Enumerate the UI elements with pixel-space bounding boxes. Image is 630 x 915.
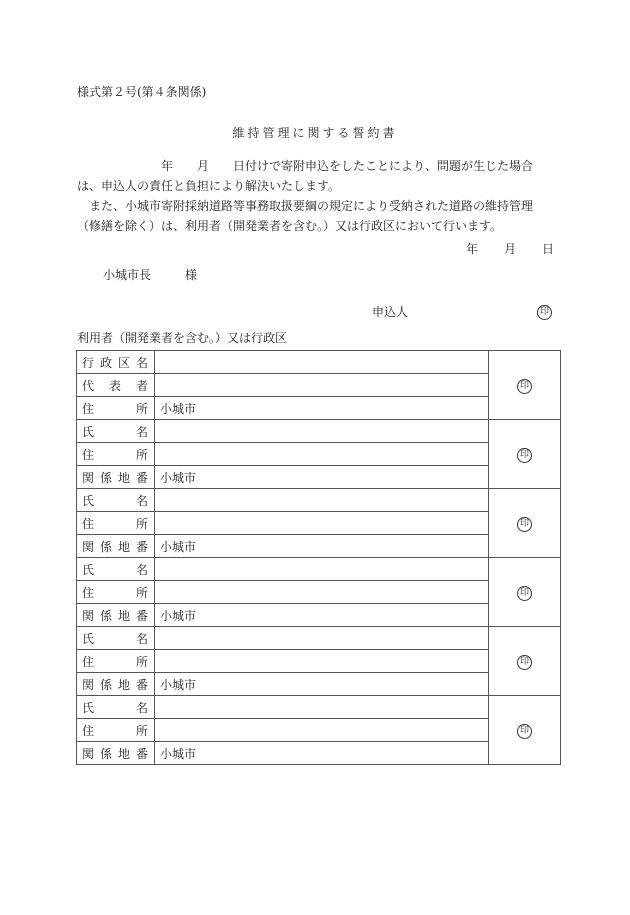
addressee <box>103 266 197 283</box>
row-value-field[interactable] <box>155 696 489 719</box>
row-label: 氏 名 <box>82 631 148 646</box>
row-label: 代 表 者 <box>82 378 148 393</box>
pledge-paragraph-2: また、小城市寄附採納道路等事務取扱要綱の規定により受納された道路の維持管理（修繕を除く）は、利用者（開発業者を含む。）又は行政区において行います。 <box>77 199 534 233</box>
row-label: 行 政 区 名 <box>82 355 148 370</box>
row-label-cell <box>77 558 155 581</box>
row-label-cell <box>77 696 155 719</box>
row-label-cell <box>77 397 155 420</box>
row-label: 関 係 地 番 <box>82 539 148 554</box>
row-label-cell <box>77 351 155 374</box>
date-year-label: 年 <box>466 242 479 256</box>
applicant-label: 申込人 <box>372 305 409 319</box>
row-value-field[interactable]: 小城市 <box>155 535 489 558</box>
row-label: 住 所 <box>82 585 148 600</box>
row-label: 関 係 地 番 <box>82 470 148 485</box>
row-value-field[interactable] <box>155 650 489 673</box>
row-label-cell <box>77 466 155 489</box>
row-label-cell <box>77 742 155 765</box>
table-row <box>77 581 561 604</box>
row-label-cell <box>77 512 155 535</box>
row-label-cell <box>77 650 155 673</box>
seal-cell <box>489 696 561 765</box>
seal-icon: 印 <box>537 305 552 320</box>
row-value-field[interactable] <box>155 719 489 742</box>
date-day-label: 日 <box>542 242 555 256</box>
row-label-cell <box>77 374 155 397</box>
seal-icon: 印 <box>517 655 532 670</box>
row-value-field[interactable] <box>155 627 489 650</box>
date-month-label: 月 <box>504 242 517 256</box>
table-row <box>77 742 561 765</box>
row-label: 氏 名 <box>82 562 148 577</box>
row-label: 関 係 地 番 <box>82 677 148 692</box>
row-value-field[interactable]: 小城市 <box>155 604 489 627</box>
row-value-field[interactable] <box>155 443 489 466</box>
document-title: 維持管理に関する誓約書 <box>232 126 398 140</box>
row-value-field[interactable] <box>155 420 489 443</box>
row-label: 氏 名 <box>82 424 148 439</box>
row-value-field[interactable] <box>155 512 489 535</box>
table-row <box>77 535 561 558</box>
row-label: 住 所 <box>82 447 148 462</box>
table-row <box>77 397 561 420</box>
row-value-field[interactable]: 小城市 <box>155 742 489 765</box>
addressee-name: 小城市長 <box>103 268 152 282</box>
row-label-cell <box>77 443 155 466</box>
row-label-cell <box>77 627 155 650</box>
row-label-cell <box>77 535 155 558</box>
row-label-cell <box>77 489 155 512</box>
table-row <box>77 604 561 627</box>
table-row <box>77 650 561 673</box>
row-value-field[interactable] <box>155 374 489 397</box>
row-label: 住 所 <box>82 401 148 416</box>
row-label: 住 所 <box>82 723 148 738</box>
table-row <box>77 512 561 535</box>
row-label: 関 係 地 番 <box>82 608 148 623</box>
row-value-field[interactable]: 小城市 <box>155 673 489 696</box>
form-number: 様式第２号(第４条関係) <box>77 85 207 99</box>
applicant-seal <box>537 303 552 320</box>
row-value-field[interactable] <box>155 351 489 374</box>
row-label-cell <box>77 604 155 627</box>
row-value-field[interactable]: 小城市 <box>155 397 489 420</box>
seal-cell <box>489 627 561 696</box>
seal-cell <box>489 558 561 627</box>
row-label: 住 所 <box>82 654 148 669</box>
table-row <box>77 489 561 512</box>
table-row <box>77 466 561 489</box>
row-label-cell <box>77 719 155 742</box>
row-label: 氏 名 <box>82 493 148 508</box>
row-label: 住 所 <box>82 516 148 531</box>
row-value-field[interactable]: 小城市 <box>155 466 489 489</box>
row-value-field[interactable] <box>155 489 489 512</box>
row-label-cell <box>77 420 155 443</box>
row-label-cell <box>77 673 155 696</box>
users-caption: 利用者（開発業者を含む。）又は行政区 <box>77 331 288 345</box>
table-row <box>77 673 561 696</box>
table-row <box>77 696 561 719</box>
row-value-field[interactable] <box>155 581 489 604</box>
signature-date <box>466 240 554 257</box>
pledge-paragraph-1: 年 月 日付けで寄附申込をしたことにより、問題が生じた場合は、申込人の責任と負担により解決いたします。 <box>77 159 534 193</box>
seal-icon: 印 <box>517 586 532 601</box>
seal-icon: 印 <box>517 724 532 739</box>
seal-icon: 印 <box>517 379 532 394</box>
table-row <box>77 627 561 650</box>
seal-cell <box>489 489 561 558</box>
row-label-cell <box>77 581 155 604</box>
table-row <box>77 443 561 466</box>
row-value-field[interactable] <box>155 558 489 581</box>
row-label: 氏 名 <box>82 700 148 715</box>
signatory-table <box>76 350 561 765</box>
table-row <box>77 558 561 581</box>
table-row <box>77 719 561 742</box>
addressee-honorific: 様 <box>185 268 198 282</box>
seal-cell <box>489 351 561 420</box>
seal-icon: 印 <box>517 517 532 532</box>
row-label: 関 係 地 番 <box>82 746 148 761</box>
seal-icon: 印 <box>517 448 532 463</box>
table-row <box>77 420 561 443</box>
table-row <box>77 374 561 397</box>
table-row <box>77 351 561 374</box>
seal-cell <box>489 420 561 489</box>
